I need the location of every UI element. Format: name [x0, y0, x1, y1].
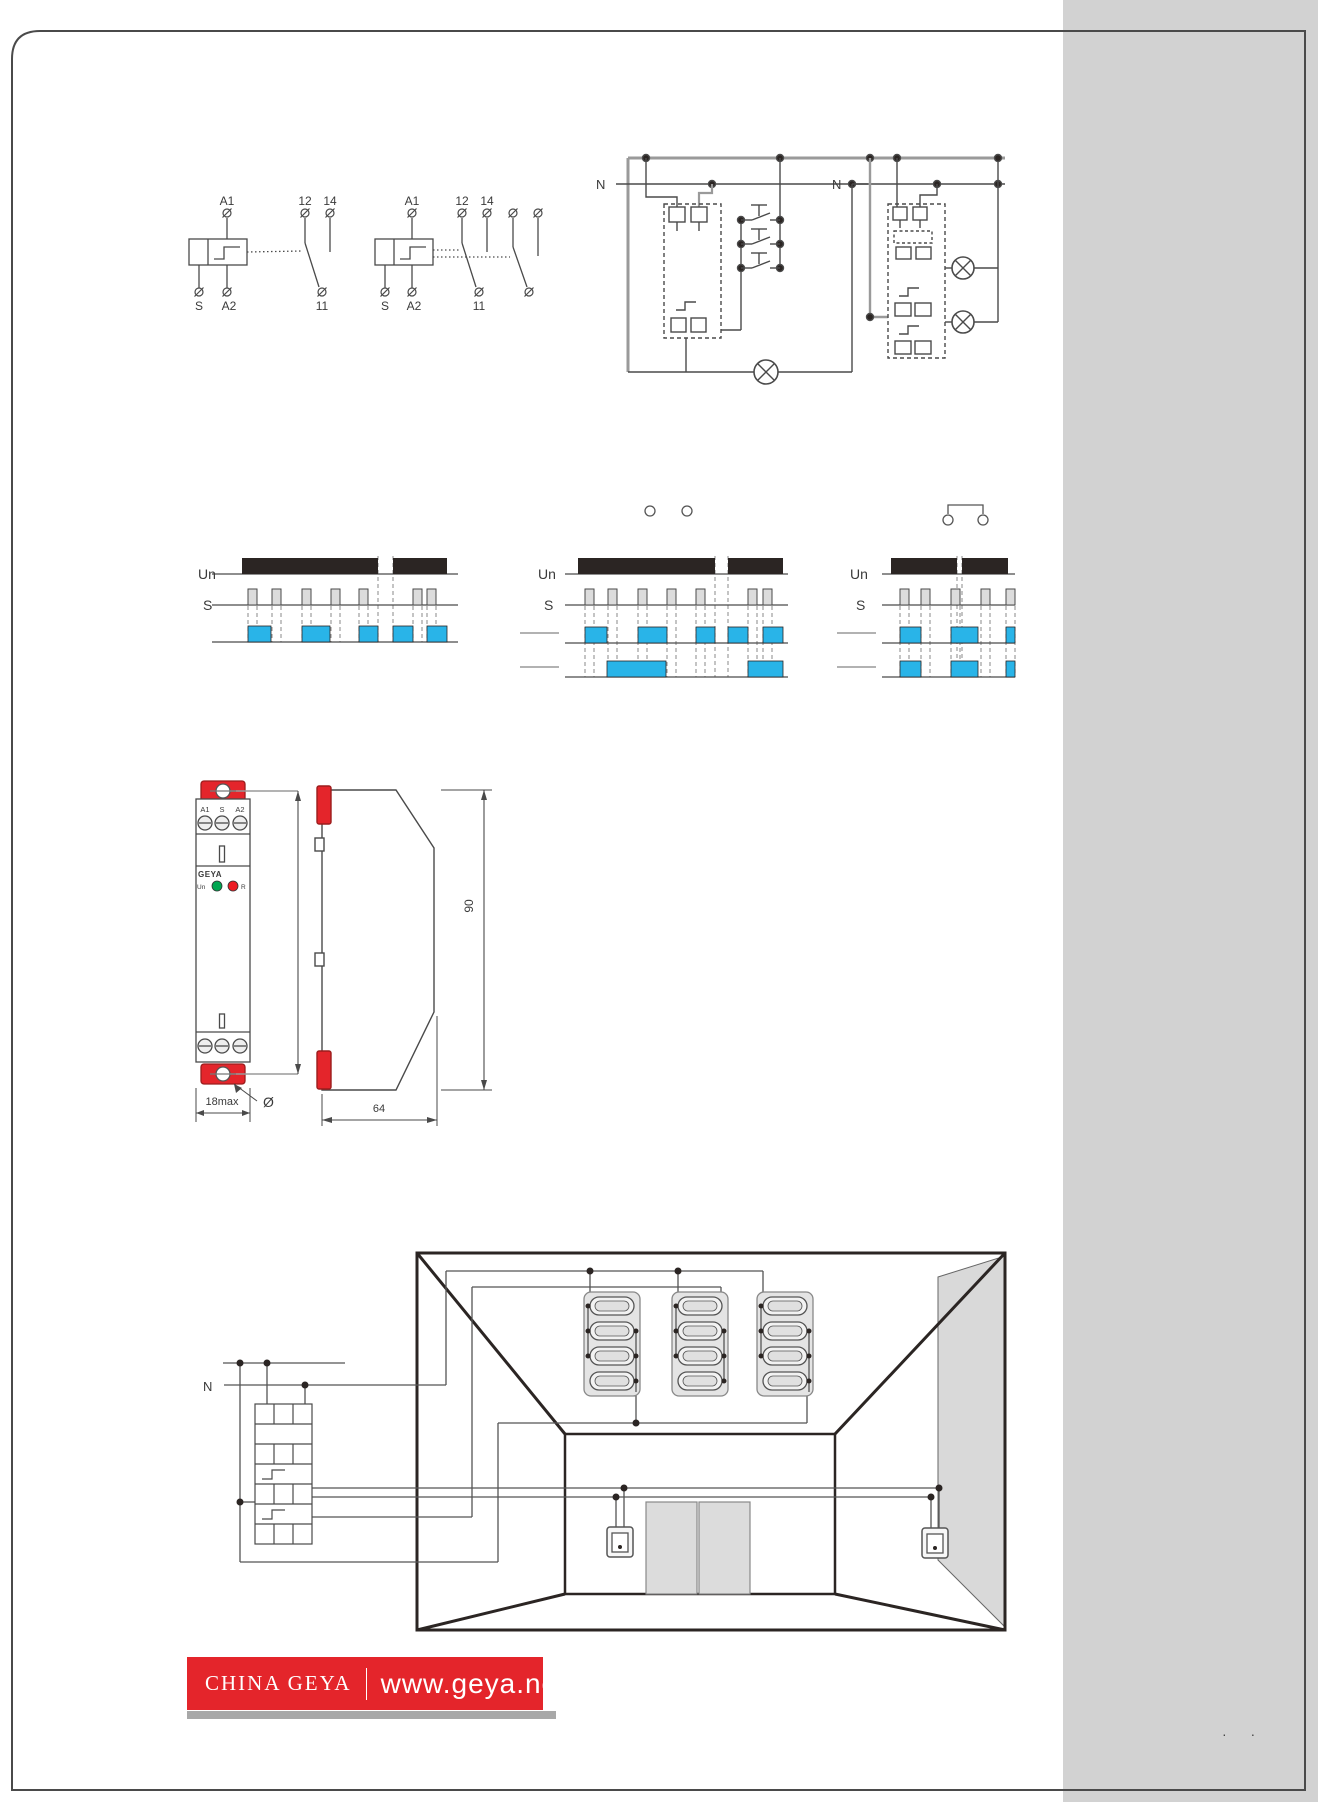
terminal-label: S: [380, 299, 390, 313]
terminal-label: 14: [480, 194, 494, 208]
neutral-label: N: [832, 177, 842, 192]
step-function-icon: [400, 247, 426, 259]
ceiling-light-fixtures: [584, 1292, 813, 1396]
pushbutton-terminal-icon: [978, 515, 988, 525]
dim-width-label: 18max: [205, 1096, 239, 1108]
light-fixture: [672, 1292, 728, 1396]
un-label: Un: [850, 566, 868, 582]
terminal-label: 12: [455, 194, 469, 208]
terminal-label: S: [219, 805, 225, 814]
light-fixture: [584, 1292, 640, 1396]
terminal-label: A2: [406, 299, 422, 313]
lamp-icon: [754, 360, 778, 384]
connection-diagram-2: [375, 194, 543, 313]
relay-contact-icon: [899, 288, 919, 296]
terminal-screws: [198, 1039, 247, 1053]
pushbutton-terminal-icon: [645, 506, 655, 516]
terminal-screws: [198, 816, 247, 830]
footer-brand: CHINA GEYA: [205, 1671, 352, 1695]
dim-depth-label: 64: [372, 1103, 386, 1115]
page-number-dots: · ·: [1222, 1726, 1266, 1742]
wall-switch: [607, 1527, 633, 1557]
lamp-icon: [952, 257, 974, 279]
device-side-view: [315, 786, 492, 1126]
timing-signal-layer: [212, 556, 1015, 677]
lamp-icon: [952, 311, 974, 333]
din-clip-side-top: [317, 786, 331, 824]
dim-height-label: 90: [462, 899, 476, 913]
din-clip-side-bottom: [317, 1051, 331, 1089]
neutral-label: N: [596, 177, 606, 192]
terminal-label: A1: [404, 194, 420, 208]
terminal-label: A1: [200, 805, 210, 814]
terminal-label: A1: [219, 194, 235, 208]
installation-illustration: [203, 1253, 1005, 1630]
relay-contact-icon: [899, 326, 919, 334]
step-function-icon: [214, 247, 240, 259]
led-un-label: Un: [197, 884, 206, 891]
terminal-label: 14: [323, 194, 337, 208]
brand-logo: GEYA: [198, 870, 222, 879]
footer-gray-bar: [187, 1711, 556, 1719]
device-front-view: [196, 781, 301, 1122]
footer-banner: [187, 1657, 567, 1710]
relay-stack: [255, 1404, 312, 1544]
footer-url: www.geya.net: [380, 1667, 567, 1699]
relay-contact-icon: [676, 302, 696, 310]
wiring-diagram-2: [832, 155, 1005, 359]
footer-divider-line: [366, 1668, 367, 1700]
terminal-label: A2: [221, 299, 237, 313]
wiring-diagram-1: [596, 155, 868, 385]
right-margin-band: [1063, 0, 1318, 1802]
terminal-label: A2: [235, 805, 245, 814]
light-fixture: [757, 1292, 813, 1396]
terminal-label: S: [194, 299, 204, 313]
s-label: S: [856, 597, 866, 613]
pushbutton-terminal-icon: [943, 515, 953, 525]
dim-diameter-label: Ø: [263, 1094, 274, 1110]
s-label: S: [544, 597, 554, 613]
linked-buttons-bracket: [948, 505, 983, 514]
un-label: Un: [198, 566, 216, 582]
led-green: [212, 881, 222, 891]
terminal-label: 11: [315, 299, 329, 313]
led-red: [228, 881, 238, 891]
pushbutton-terminal-icon: [682, 506, 692, 516]
connection-diagram-1: [189, 194, 337, 313]
terminal-label: 12: [298, 194, 312, 208]
elevator-doors: [646, 1502, 750, 1594]
timing-diagrams: [198, 505, 1015, 677]
pushbutton-icons: [738, 205, 784, 272]
wall-switch: [922, 1528, 948, 1558]
terminal-label: 11: [472, 299, 486, 313]
relay-device-box: [888, 204, 945, 358]
neutral-label: N: [203, 1379, 213, 1394]
s-label: S: [203, 597, 213, 613]
led-r-label: R: [241, 884, 246, 891]
un-label: Un: [538, 566, 556, 582]
